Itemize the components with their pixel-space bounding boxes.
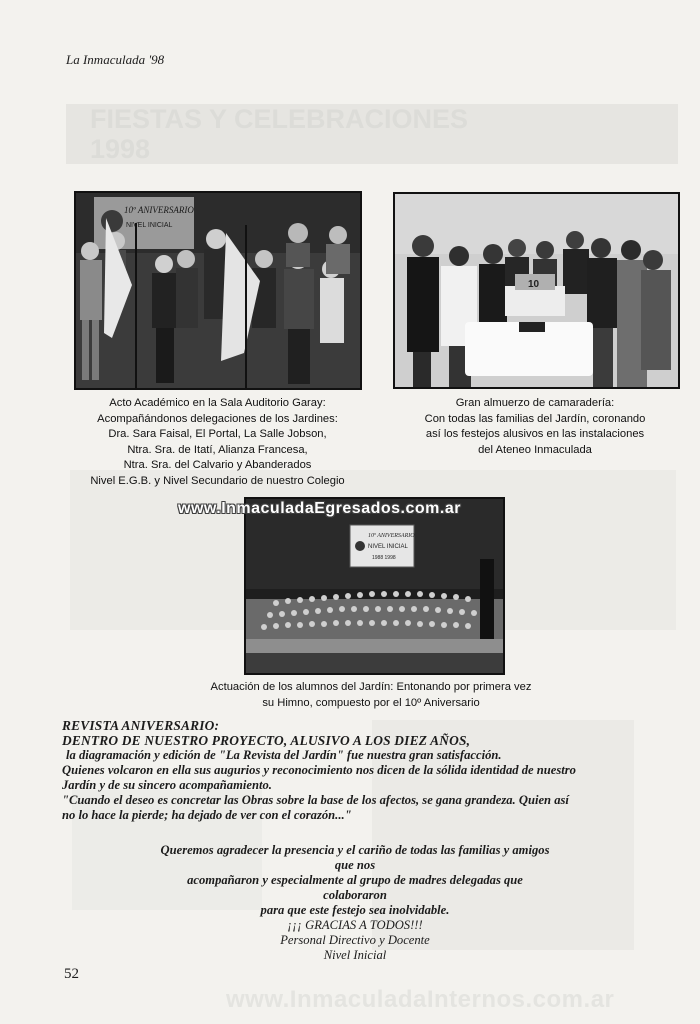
caption-line: su Himno, compuesto por el 10º Aniversario xyxy=(262,696,480,709)
photo-actuacion-image xyxy=(246,499,503,673)
caption-almuerzo xyxy=(395,396,675,458)
thanks-line: para que este festejo sea inolvidable. xyxy=(260,903,450,917)
photo-center-banner-line1: 10º ANIVERSARIO xyxy=(368,533,415,539)
thanks-exclamation: ¡¡¡ GRACIAS A TODOS!!! xyxy=(287,918,423,932)
photo-acto-academico xyxy=(74,191,362,390)
revista-quote: "Cuando el deseo es concretar las Obras sobre la base de los afectos, se gana grandeza. Quien así xyxy=(62,793,569,807)
caption-line: Gran almuerzo de camaradería: xyxy=(455,397,615,409)
photo-cake-text: 10 xyxy=(528,279,540,290)
caption-line: Acto Académico en la Sala Auditorio Garay: xyxy=(109,397,326,409)
thanks-line: Queremos agradecer la presencia y el cariño de todas las familias y amigos que nos xyxy=(160,843,550,872)
photo-almuerzo xyxy=(393,192,680,389)
running-header: La Inmaculada '98 xyxy=(66,52,165,67)
photo-actuacion xyxy=(244,497,505,675)
caption-line: así los festejos alusivos en las instalaciones xyxy=(425,428,645,440)
caption-line: Nivel E.G.B. y Nivel Secundario de nuestro Colegio xyxy=(90,474,345,487)
revista-section xyxy=(62,718,682,823)
caption-acto-academico xyxy=(60,396,375,489)
signature-line: Personal Directivo y Docente xyxy=(280,933,430,947)
revista-subheading: DENTRO DE NUESTRO PROYECTO, ALUSIVO A LOS DIEZ AÑOS, xyxy=(62,733,471,748)
revista-line: la diagramación y edición de "La Revista del Jardín" fue nuestra gran satisfacción. xyxy=(66,748,502,762)
caption-line: Acompañándonos delegaciones de los Jardines: xyxy=(97,412,338,425)
revista-quote: no lo hace la pierde; ha dejado de ver con el corazón..." xyxy=(62,808,352,822)
caption-line: Con todas las familias del Jardín, coronando xyxy=(424,412,646,425)
caption-line: Dra. Sara Faisal, El Portal, La Salle Jobson, xyxy=(108,428,327,440)
photo-acto-academico-image xyxy=(76,193,360,388)
photo-center-banner-line2: NIVEL INICIAL xyxy=(368,544,408,550)
revista-heading: REVISTA ANIVERSARIO: xyxy=(62,718,220,733)
caption-line: del Ateneo Inmaculada xyxy=(478,443,592,456)
caption-line: Actuación de los alumnos del Jardín: Entonando por primera vez xyxy=(210,681,532,693)
photo-center-banner-line3: 1988 1998 xyxy=(372,555,396,561)
thanks-line: acompañaron y especialmente al grupo de madres delegadas que colaboraron xyxy=(187,873,523,902)
caption-actuacion xyxy=(176,680,566,711)
watermark-egresados: www.InmaculadaEgresados.com.ar xyxy=(178,500,461,517)
caption-line: Ntra. Sra. de Itatí, Alianza Francesa, xyxy=(127,443,308,456)
signature-line: Nivel Inicial xyxy=(323,948,387,962)
revista-line: Jardín y de su sincero acompañamiento. xyxy=(62,778,272,792)
photo-left-banner-text: 10º ANIVERSARIO xyxy=(124,205,194,215)
watermark-internos: www.InmaculadaInternos.com.ar xyxy=(226,986,615,1013)
page-number: 52 xyxy=(64,966,79,982)
photo-left-banner-sub: NIVEL INICIAL xyxy=(126,222,173,229)
revista-line: Quienes volcaron en ella sus augurios y reconocimiento nos dicen de la sólida identidad de nuestro xyxy=(62,763,576,777)
caption-line: Ntra. Sra. del Calvario y Abanderados xyxy=(123,459,312,471)
bleed-through-title: FIESTAS Y CELEBRACIONES 1998 xyxy=(90,104,469,164)
thanks-section xyxy=(160,843,550,963)
photo-almuerzo-image xyxy=(395,194,678,387)
